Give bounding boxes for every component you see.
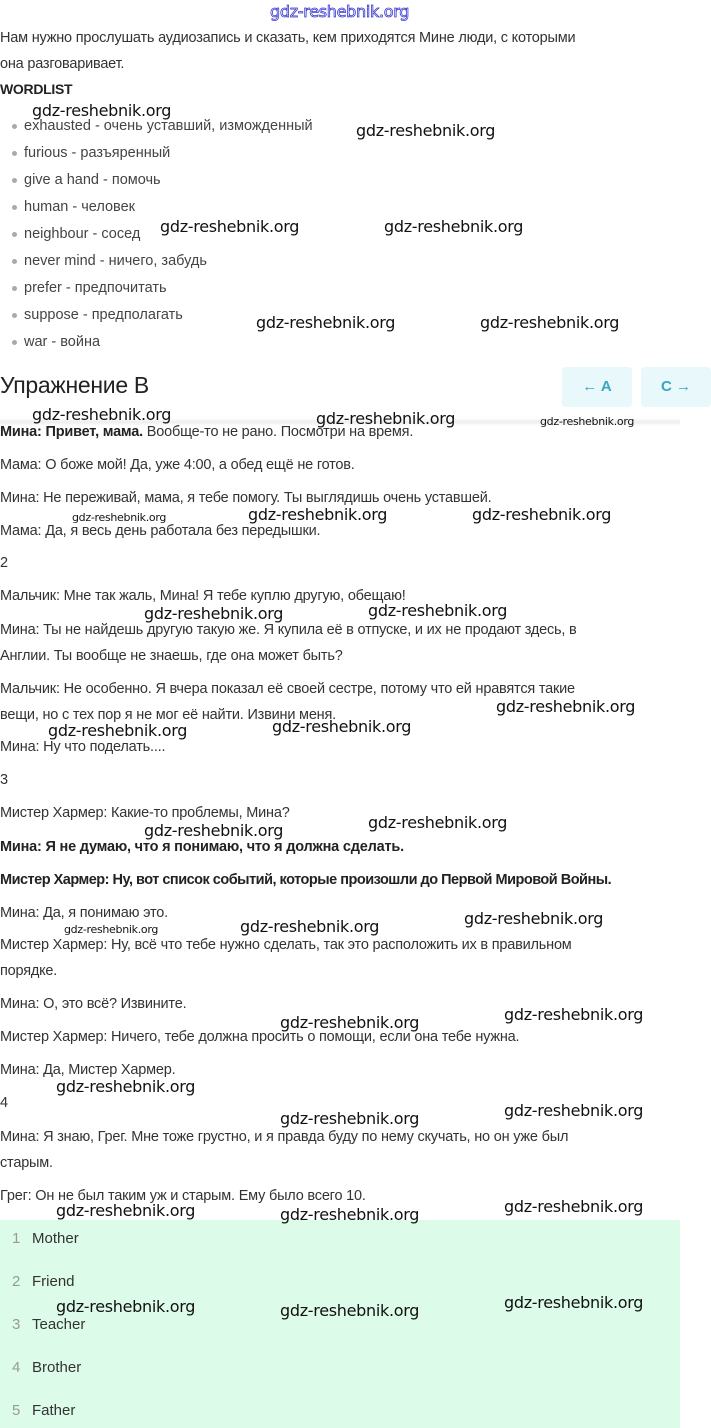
wordlist-item-text: human - человек	[24, 199, 135, 215]
bullet-icon	[12, 313, 17, 318]
watermark: gdz-reshebnik.org	[504, 1197, 644, 1216]
watermark: gdz-reshebnik.org	[472, 505, 612, 524]
bullet-icon	[12, 124, 17, 129]
wordlist-item-text: never mind - ничего, забудь	[24, 253, 207, 269]
dialogue-line: Мама: Да, я весь день работала без передышки.	[0, 523, 321, 539]
watermark: gdz-reshebnik.org	[464, 909, 604, 928]
wordlist-item-text: give a hand - помочь	[24, 172, 161, 188]
dialogue-line: Мина: Ну что поделать....	[0, 739, 166, 755]
dialogue-line: Мальчик: Мне так жаль, Мина! Я тебе куплю другую, обещаю!	[0, 588, 406, 604]
watermark: gdz-reshebnik.org	[316, 409, 456, 428]
watermark: gdz-reshebnik.org	[280, 1205, 420, 1224]
bullet-icon	[12, 259, 17, 264]
dialogue-line: Мистер Хармер: Ничего, тебе должна просить о помощи, если она тебе нужна.	[0, 1029, 520, 1045]
wordlist-item-text: exhausted - очень уставший, изможденный	[24, 118, 313, 134]
answers-panel	[0, 1220, 680, 1428]
section-number: 4	[0, 1095, 8, 1111]
bullet-icon	[12, 178, 17, 183]
watermark: gdz-reshebnik.org	[56, 1297, 196, 1316]
dialogue-line: Мина: Не переживай, мама, я тебе помогу. Ты выглядишь очень уставшей.	[0, 490, 492, 506]
dialogue-line: Англии. Ты вообще не знаешь, где она может быть?	[0, 648, 343, 664]
answer-number: 1	[12, 1230, 21, 1247]
watermark: gdz-reshebnik.org	[56, 1077, 196, 1096]
watermark: gdz-reshebnik.org	[280, 1301, 420, 1320]
wordlist-item	[12, 145, 170, 161]
answer-item	[12, 1316, 85, 1333]
watermark: gdz-reshebnik.org	[144, 604, 284, 623]
wordlist-item	[12, 307, 183, 323]
answer-number: 2	[12, 1273, 21, 1290]
answer-text: Brother	[32, 1359, 82, 1376]
watermark: gdz-reshebnik.org	[48, 721, 188, 740]
watermark: gdz-reshebnik.org	[272, 717, 412, 736]
watermark: gdz-reshebnik.org	[160, 217, 300, 236]
wordlist-item	[12, 199, 135, 215]
watermark: gdz-reshebnik.org	[32, 101, 172, 120]
watermark: gdz-reshebnik.org	[280, 1013, 420, 1032]
answer-number: 4	[12, 1359, 21, 1376]
wordlist-item	[12, 280, 167, 296]
wordlist-item-text: furious - разъяренный	[24, 145, 171, 161]
answer-number: 5	[12, 1402, 21, 1419]
dialogue-line: Мина: Ты не найдешь другую такую же. Я купила её в отпуске, и их не продают здесь, в	[0, 622, 577, 638]
answer-text: Teacher	[32, 1316, 86, 1333]
intro-line: Нам нужно прослушать аудиозапись и сказать, кем приходятся Мине люди, с которыми	[0, 30, 576, 46]
answer-text: Father	[32, 1402, 76, 1419]
wordlist-item	[12, 334, 100, 350]
dialogue-line: порядке.	[0, 963, 58, 979]
wordlist-item	[12, 253, 207, 269]
watermark: gdz-reshebnik.org	[540, 415, 635, 428]
bullet-icon	[12, 340, 17, 345]
dialogue-line: Мистер Хармер: Ну, вот список событий, которые произошли до Первой Мировой Войны.	[0, 872, 612, 888]
dialogue-line: Мина: Я не думаю, что я понимаю, что я должна сделать.	[0, 839, 404, 855]
watermark: gdz-reshebnik.org	[368, 601, 508, 620]
answer-item	[12, 1273, 75, 1290]
wordlist-item-text: prefer - предпочитать	[24, 280, 167, 296]
dialogue-line: Мина: Да, Мистер Хармер.	[0, 1062, 176, 1078]
section-number: 2	[0, 555, 8, 571]
watermark: gdz-reshebnik.org	[56, 1201, 196, 1220]
watermark: gdz-reshebnik.org	[504, 1005, 644, 1024]
dialogue-line: Мама: О боже мой! Да, уже 4:00, а обед ещё не готов.	[0, 457, 355, 473]
watermark: gdz-reshebnik.org	[32, 405, 172, 424]
bullet-icon	[12, 205, 17, 210]
watermark: gdz-reshebnik.org	[496, 697, 636, 716]
dialogue-line: Мина: О, это всё? Извините.	[0, 996, 187, 1012]
wordlist-item	[12, 172, 161, 188]
dialogue-line: Мина: Да, я понимаю это.	[0, 905, 168, 921]
watermark: gdz-reshebnik.org	[384, 217, 524, 236]
watermark: gdz-reshebnik.org	[356, 121, 496, 140]
answer-item	[12, 1402, 75, 1419]
watermark: gdz-reshebnik.org	[280, 1109, 420, 1128]
wordlist-item-text: war - война	[24, 334, 101, 350]
dialogue-line: Мальчик: Не особенно. Я вчера показал её своей сестре, потому что ей нравятся такие	[0, 681, 575, 697]
page-title: Упражнение B	[0, 372, 149, 398]
bullet-icon	[12, 151, 17, 156]
watermark: gdz-reshebnik.org	[504, 1293, 644, 1312]
bullet-icon	[12, 286, 17, 291]
watermark: gdz-reshebnik.org	[248, 505, 388, 524]
dialogue-line: Грег: Он не был таким уж и старым. Ему было всего 10.	[0, 1188, 366, 1204]
intro-line: она разговаривает.	[0, 56, 125, 72]
answer-item	[12, 1230, 79, 1247]
watermark: gdz-reshebnik.org	[504, 1101, 644, 1120]
watermark: gdz-reshebnik.org	[270, 2, 410, 21]
watermark: gdz-reshebnik.org	[256, 313, 396, 332]
dialogue-line: Мина: Привет, мама. Вообще-то не рано. Посмотри на время.	[0, 424, 414, 440]
watermark: gdz-reshebnik.org	[240, 917, 380, 936]
section-number: 3	[0, 772, 8, 788]
answer-item	[12, 1359, 81, 1376]
wordlist-item-text: neighbour - сосед	[24, 226, 141, 242]
dialogue-line: вещи, но с тех пор я не мог её найти. Извини меня.	[0, 707, 336, 723]
dialogue-line: Мистер Хармер: Какие-то проблемы, Мина?	[0, 805, 290, 821]
next-exercise-button[interactable]: C →	[641, 367, 711, 407]
watermark: gdz-reshebnik.org	[368, 813, 508, 832]
wordlist-item	[12, 226, 140, 242]
answer-number: 3	[12, 1316, 21, 1333]
wordlist-item-text: suppose - предполагать	[24, 307, 183, 323]
prev-exercise-button[interactable]: ← A	[562, 367, 632, 407]
watermark: gdz-reshebnik.org	[64, 923, 159, 936]
answer-text: Friend	[32, 1273, 75, 1290]
dialogue-line: старым.	[0, 1155, 53, 1171]
dialogue-line: Мистер Хармер: Ну, всё что тебе нужно сделать, так это расположить их в правильном	[0, 937, 572, 953]
watermark: gdz-reshebnik.org	[72, 511, 167, 524]
watermark: gdz-reshebnik.org	[144, 821, 284, 840]
dialogue-line: Мина: Я знаю, Грег. Мне тоже грустно, и я правда буду по нему скучать, но он уже был	[0, 1129, 569, 1145]
watermark: gdz-reshebnik.org	[480, 313, 620, 332]
wordlist-title: WORDLIST	[0, 81, 73, 97]
wordlist-item	[12, 118, 313, 134]
bullet-icon	[12, 232, 17, 237]
answer-text: Mother	[32, 1230, 79, 1247]
